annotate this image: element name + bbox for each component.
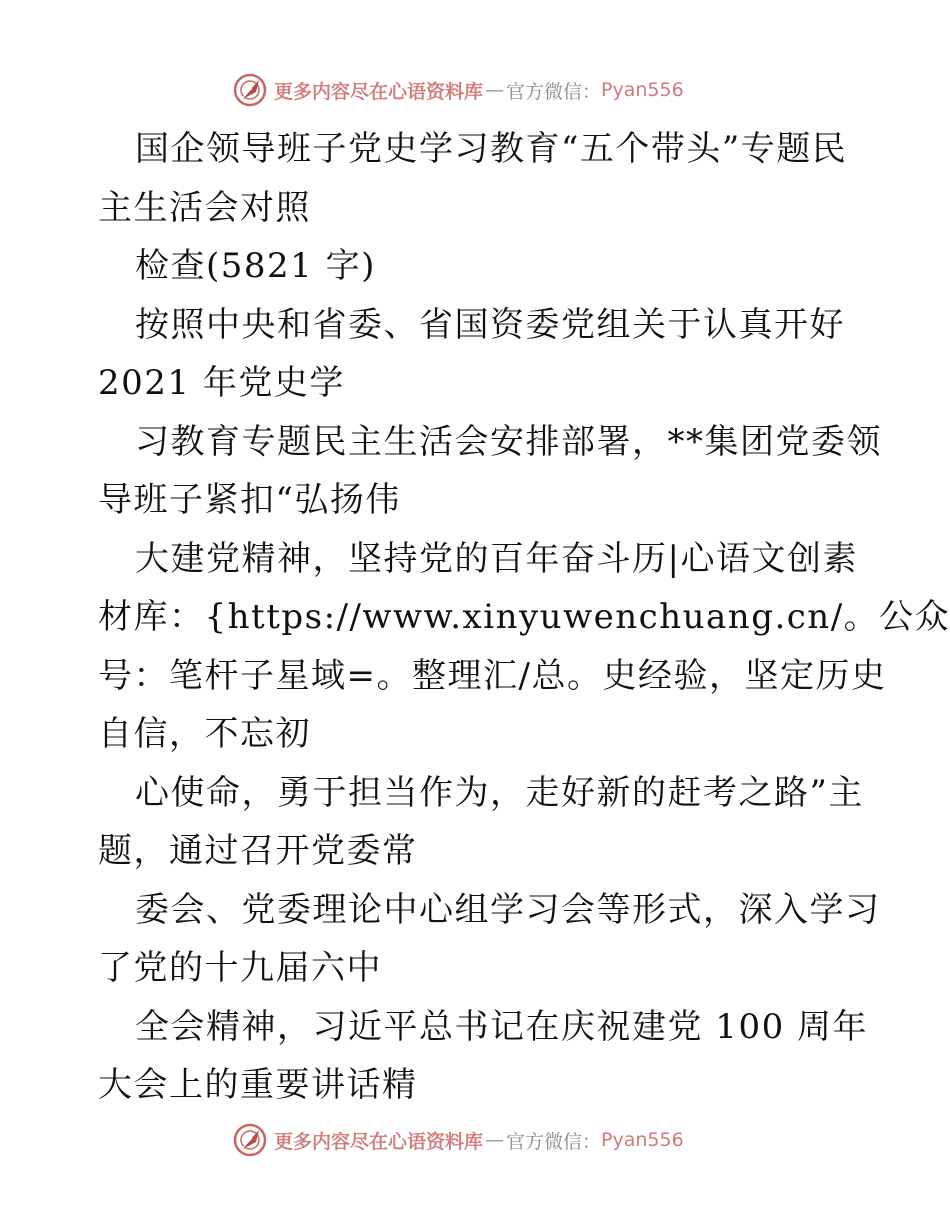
text-line: 全会精神，习近平总书记在庆祝建党 100 周年 <box>135 1006 869 1047</box>
quill-logo-icon <box>232 72 268 108</box>
text-line: 习教育专题民主生活会安排部署，**集团党委领 <box>135 421 882 462</box>
text-line: 按照中央和省委、省国资委党组关于认真开好 <box>135 304 845 345</box>
watermark-wechat-label: 官方微信： <box>506 1130 602 1153</box>
text-line: 心使命，勇于担当作为，走好新的赶考之路”主 <box>135 772 864 813</box>
text-line: 主生活会对照 <box>98 187 311 228</box>
watermark-separator: — <box>485 79 505 101</box>
text-line: 检查(5821 字) <box>135 246 376 286</box>
document-body <box>98 120 950 1115</box>
watermark-wechat-label: 官方微信： <box>506 80 602 103</box>
quill-logo-icon <box>232 1122 268 1158</box>
text-line: 材库：{https://www.xinyuwenchuang.cn/。公众 <box>98 597 950 637</box>
text-line: 导班子紧扣“弘扬伟 <box>98 480 401 520</box>
text-line: 题，通过召开党委常 <box>98 831 418 871</box>
text-line: 委会、党委理论中心组学习会等形式，深入学习 <box>135 889 881 930</box>
header-watermark <box>232 70 684 110</box>
watermark-wechat-id: Pyan556 <box>601 79 684 101</box>
text-line: 大建党精神，坚持党的百年奋斗历|心语文创素 <box>135 538 858 579</box>
text-line: 国企领导班子党史学习教育“五个带头”专题民 <box>135 129 848 169</box>
text-line: 号：笔杆子星域=。整理汇/总。史经验，坚定历史 <box>98 655 887 696</box>
watermark-title: 更多内容尽在心语资料库 <box>274 1130 484 1153</box>
text-line: 2021 年党史学 <box>98 363 345 403</box>
watermark-separator: — <box>485 1129 505 1151</box>
text-line: 大会上的重要讲话精 <box>98 1065 418 1105</box>
watermark-wechat-id: Pyan556 <box>601 1129 684 1151</box>
footer-watermark <box>232 1120 684 1160</box>
text-line: 了党的十九届六中 <box>98 948 382 988</box>
text-line: 自信，不忘初 <box>98 714 311 754</box>
watermark-title: 更多内容尽在心语资料库 <box>274 80 484 103</box>
